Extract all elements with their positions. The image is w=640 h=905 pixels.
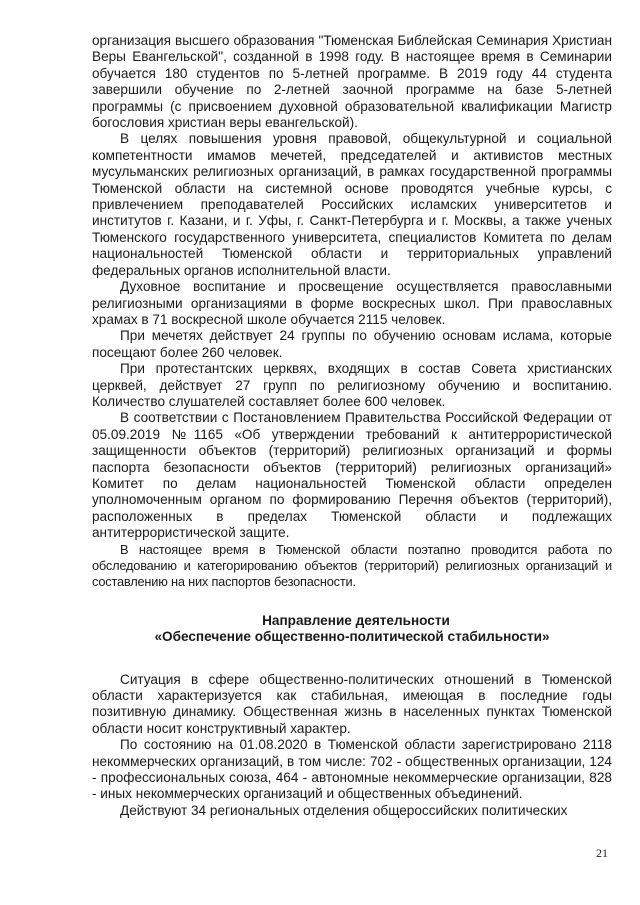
paragraph: При мечетях действует 24 группы по обучению основам ислама, которые посещают более 260 человек. <box>92 328 612 360</box>
paragraph: В соответствии с Постановлением Правительства Российской Федерации от 05.09.2019 №1165 «Об утверждении требований к антитеррористической защищенности объектов (территорий) религиозных организаций и формы паспорта безопасности объектов (территорий) религиозных организаций» Комитет по делам национальностей Тюменской области определен уполномоченным органом по формированию Перечня объектов (территорий), расположенных в пределах Тюменской области и подлежащих антитеррористической защите. <box>92 410 612 541</box>
paragraph: организация высшего образования "Тюменская Библейская Семинария Христиан Веры Евангельской", созданной в 1998 году. В настоящее время в Семинарии обучается 180 студентов по 5-летней программе. В 2019 году 44 студента завершили обучение по 2-летней заочной программе на базе 5-летней программы (с присвоением духовной образовательной квалификации Магистр богословия христиан веры евангельской). <box>92 33 612 131</box>
section-heading-line1: Направление деятельности <box>262 612 450 628</box>
paragraph: По состоянию на 01.08.2020 в Тюменской области зарегистрировано 2118 некоммерческих организаций, в том числе: 702 - общественных организации, 124 - профессиональных союза, 464 - автономные некоммерческие организации, 828 - иных некоммерческих организаций и общественных объединений. <box>92 737 612 802</box>
paragraph: В настоящее время в Тюменской области поэтапно проводится работа по обследованию и категорированию объектов (территорий) религиозных организаций и составлению на них паспортов безопасности. <box>92 541 612 590</box>
paragraph: В целях повышения уровня правовой, общекультурной и социальной компетентности имамов мечетей, председателей и активистов местных мусульманских религиозных организаций, в рамках государственной программы Тюменской области на системной основе проводятся учебные курсы, с привлечением преподавателей Российских исламских университетов и институтов г. Казани, и г. Уфы, г. Санкт-Петербурга и г. Москвы, а также ученых Тюменского государственного университета, специалистов Комитета по делам национальностей Тюменской области и территориальных управлений федеральных органов исполнительной власти. <box>92 131 612 278</box>
paragraph: Ситуация в сфере общественно-политических отношений в Тюменской области характеризуется как стабильная, имеющая в последние годы позитивную динамику. Общественная жизнь в населенных пунктах Тюменской области носит конструктивный характер. <box>92 671 612 736</box>
paragraph: При протестантских церквях, входящих в состав Совета христианских церквей, действует 27 групп по религиозному обучению и воспитанию. Количество слушателей составляет более 600 человек. <box>92 361 612 409</box>
section-body-before <box>92 33 612 591</box>
spacer <box>92 646 612 672</box>
paragraph: Действуют 34 региональных отделения общероссийских политических <box>120 802 568 818</box>
section-body-after <box>92 672 612 820</box>
page-number: 21 <box>596 846 608 860</box>
section-heading-line2: «Обеспечение общественно-политической стабильности» <box>154 629 550 645</box>
paragraph: Духовное воспитание и просвещение осуществляется православными религиозными организациями в форме воскресных школ. При православных храмах в 71 воскресной школе обучается 2115 человек. <box>92 279 612 327</box>
section-heading <box>92 613 612 646</box>
page-content <box>92 33 612 819</box>
